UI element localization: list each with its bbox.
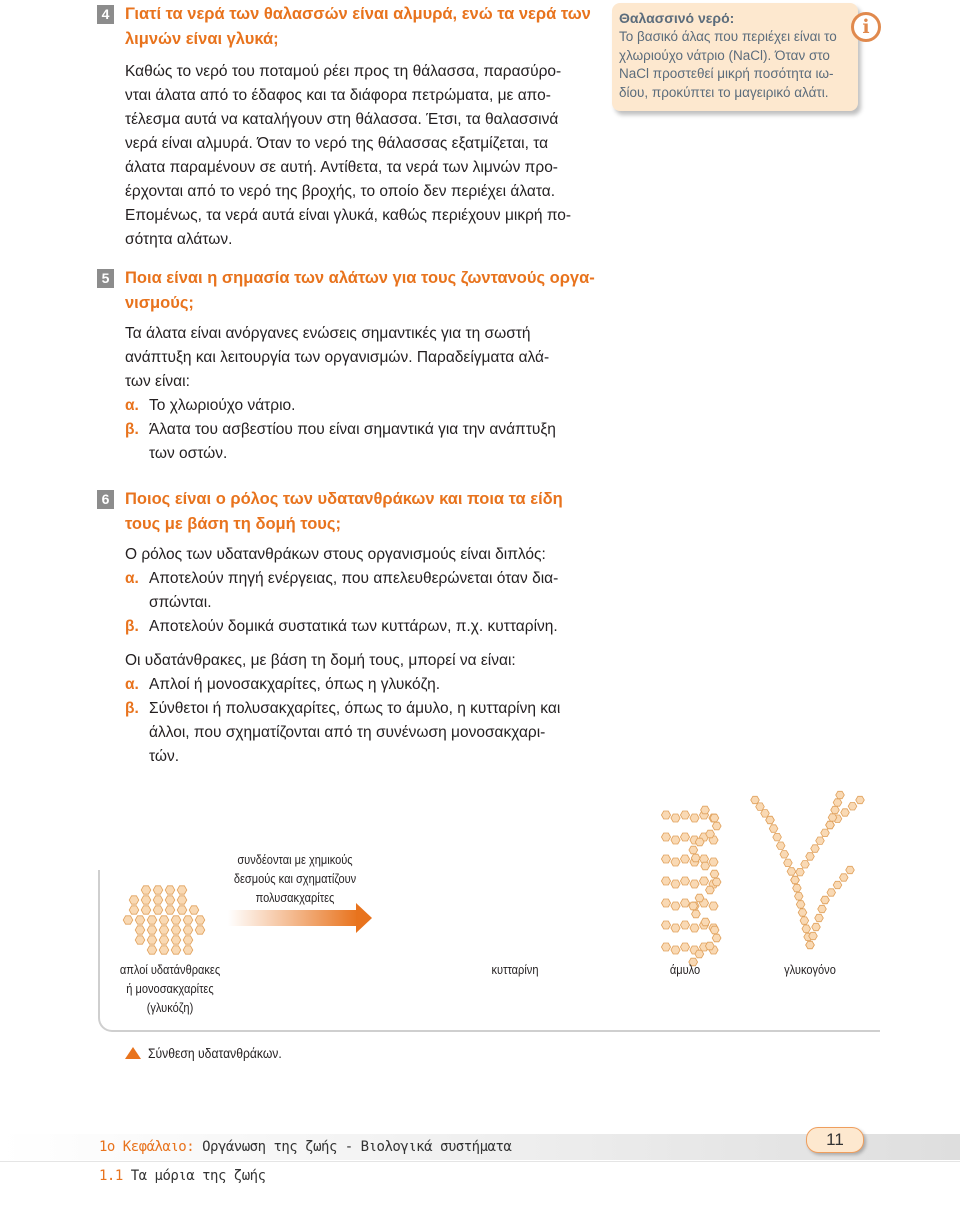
text-line: των είναι:: [125, 373, 190, 390]
text-line: Τα άλατα είναι ανόργανες ενώσεις σημαντικές για τη σωστή: [125, 325, 531, 342]
section-header: [99, 1168, 266, 1184]
hexagon-unit: [705, 942, 714, 950]
hexagon-unit: [689, 902, 698, 910]
text-line: τών.: [149, 748, 180, 765]
text-line: ανάπτυξη και λειτουργία των οργανισμών. Παραδείγματα αλά-: [125, 349, 550, 366]
text-line: Απλοί ή μονοσακχαρίτες, όπως η γλυκόζη.: [149, 676, 441, 693]
hexagon-unit: [833, 799, 842, 806]
chapter-header: [99, 1139, 511, 1155]
hexagon-unit: [821, 896, 830, 903]
hexagon-unit: [695, 838, 704, 846]
hexagon-unit: [812, 923, 821, 930]
hexagon-unit: [153, 896, 163, 904]
hexagon-unit: [165, 896, 175, 904]
hexagon-unit: [661, 877, 670, 885]
caption-triangle-icon: [125, 1047, 141, 1059]
question-number: 4: [97, 5, 114, 24]
monomer-label: [111, 960, 230, 1017]
hexagon-unit: [141, 896, 151, 904]
hexagon-unit: [177, 896, 187, 904]
text-line: Αποτελούν πηγή ενέργειας, που απελευθερώνεται όταν δια-: [149, 570, 559, 587]
list-marker: β.: [125, 618, 139, 635]
page-number: 11: [806, 1127, 864, 1153]
glycogen-structure: [751, 791, 865, 948]
footer-divider: [0, 1161, 960, 1162]
monomer-hexagons: [123, 886, 205, 954]
hexagon-unit: [701, 918, 710, 926]
text-line: έρχονται από το νερό της βροχής, το οποίο δεν περιέχει άλατα.: [125, 183, 556, 200]
hexagon-unit: [690, 814, 699, 822]
hexagon-unit: [690, 880, 699, 888]
hexagon-unit: [769, 825, 778, 833]
text-line: τέλεσμα αυτά να καταλήγουν στη θάλασσα. Έτσι, τα θαλασσινά: [125, 111, 559, 128]
hexagon-unit: [171, 926, 181, 934]
text-line: Επομένως, τα νερά αυτά είναι γλυκά, καθώς περιέχουν μικρή πο-: [125, 207, 572, 224]
hexagon-unit: [159, 916, 169, 924]
hexagon-unit: [836, 791, 845, 798]
hexagon-unit: [710, 926, 719, 934]
hexagon-unit: [661, 833, 670, 841]
hexagon-unit: [695, 950, 704, 958]
hexagon-unit: [841, 809, 850, 816]
text-line: των οστών.: [149, 445, 228, 462]
hexagon-unit: [153, 886, 163, 894]
hexagon-unit: [177, 886, 187, 894]
hexagon-unit: [796, 901, 805, 908]
question-number: 5: [97, 269, 114, 288]
hexagon-unit: [680, 811, 689, 819]
title-line: Ποιος είναι ο ρόλος των υδατανθράκων και ποια τα είδη: [125, 490, 563, 508]
title-line: Ποια είναι η σημασία των αλάτων για τους ζωντανούς οργα-: [125, 269, 595, 287]
hexagon-unit: [828, 814, 837, 821]
hexagon-unit: [701, 862, 710, 870]
hexagon-unit: [821, 829, 830, 837]
hexagon-unit: [816, 837, 825, 844]
hexagon-unit: [811, 845, 820, 853]
section-number: 1.1: [99, 1168, 123, 1184]
hexagon-unit: [795, 893, 804, 901]
label-line: συνδέονται με χημικούς: [237, 852, 353, 867]
cellulose-label: κυτταρίνη: [491, 962, 539, 977]
hexagon-unit: [183, 916, 193, 924]
hexagon-unit: [773, 833, 782, 841]
info-line: NaCl προστεθεί μικρή ποσότητα ιω-: [619, 66, 834, 81]
label-line: δεσμούς και σχηματίζουν: [233, 871, 357, 886]
hexagon-unit: [831, 806, 840, 813]
hexagon-unit: [690, 924, 699, 932]
starch-label: άμυλο: [669, 962, 701, 977]
text-line: σότητα αλάτων.: [125, 231, 233, 248]
text-line: Σύνθετοι ή πολυσακχαρίτες, όπως το άμυλο, η κυτταρίνη και: [149, 700, 561, 717]
text-line: Το χλωριούχο νάτριο.: [149, 397, 296, 414]
hexagon-unit: [671, 858, 680, 866]
hexagon-unit: [159, 926, 169, 934]
title-line: λιμνών είναι γλυκά;: [125, 30, 279, 48]
hexagon-unit: [141, 906, 151, 914]
hexagon-unit: [177, 906, 187, 914]
hexagon-unit: [691, 854, 700, 862]
hexagon-unit: [141, 886, 151, 894]
hexagon-unit: [809, 932, 818, 939]
text-line: νερά είναι αλμυρά. Όταν το νερό της θάλασσας εξατμίζεται, τα: [125, 135, 549, 152]
hexagon-unit: [712, 934, 721, 942]
hexagon-unit: [147, 946, 157, 954]
hexagon-unit: [680, 833, 689, 841]
hexagon-unit: [680, 877, 689, 885]
hexagon-unit: [818, 905, 827, 912]
hexagon-unit: [776, 842, 785, 849]
hexagon-unit: [661, 921, 670, 929]
hexagon-unit: [802, 925, 811, 933]
hexagon-unit: [147, 916, 157, 924]
hexagon-unit: [692, 910, 701, 918]
hexagon-unit: [701, 806, 710, 814]
hexagon-unit: [147, 936, 157, 944]
hexagon-unit: [671, 836, 680, 844]
hexagon-unit: [123, 916, 133, 924]
hexagon-unit: [661, 855, 670, 863]
figure-caption: Σύνθεση υδατανθράκων.: [148, 1046, 282, 1061]
label-line: (γλυκόζη): [146, 1000, 194, 1015]
hexagon-unit: [129, 906, 139, 914]
list-marker: β.: [125, 421, 139, 438]
hexagon-unit: [699, 877, 708, 885]
text-line: Αποτελούν δομικά συστατικά των κυττάρων, π.χ. κυτταρίνη.: [149, 618, 558, 635]
hexagon-unit: [793, 884, 802, 891]
text-line: Καθώς το νερό του ποταμού ρέει προς τη θάλασσα, παρασύρο-: [125, 63, 562, 80]
title-line: νισμούς;: [125, 294, 194, 312]
hexagon-unit: [840, 874, 849, 881]
hexagon-unit: [661, 899, 670, 907]
hexagon-unit: [710, 870, 719, 878]
hexagon-unit: [826, 821, 835, 828]
hexagon-unit: [833, 881, 842, 888]
hexagon-unit: [680, 943, 689, 951]
text-line: νται άλατα από το έδαφος και τα διάφορα πετρώματα, με απο-: [125, 87, 551, 104]
hexagon-unit: [751, 796, 760, 803]
hexagon-unit: [689, 846, 698, 854]
hexagon-unit: [153, 906, 163, 914]
list-marker: α.: [125, 570, 139, 587]
section-title: Τα μόρια της ζωής: [122, 1168, 266, 1184]
list-marker: α.: [125, 676, 139, 693]
text-line: Οι υδατάνθρακες, με βάση τη δομή τους, μπορεί να είναι:: [125, 652, 516, 669]
label-line: απλοί υδατάνθρακες: [119, 962, 221, 977]
hexagon-unit: [135, 916, 145, 924]
hexagon-unit: [671, 902, 680, 910]
hexagon-unit: [784, 859, 793, 867]
chapter-label: 1ο Κεφάλαιο:: [99, 1139, 195, 1155]
hexagon-unit: [846, 866, 855, 873]
hexagon-unit: [135, 936, 145, 944]
hexagon-unit: [171, 936, 181, 944]
title-line: Γιατί τα νερά των θαλασσών είναι αλμυρά, ενώ τα νερά των: [125, 5, 591, 23]
hexagon-unit: [800, 917, 809, 924]
hexagon-unit: [195, 916, 205, 924]
text-line: σπώνται.: [149, 594, 212, 611]
hexagon-unit: [848, 803, 857, 811]
arrow-label: [219, 850, 372, 907]
hexagon-unit: [680, 921, 689, 929]
question-number: 6: [97, 490, 114, 509]
hexagon-unit: [195, 926, 205, 934]
hexagon-unit: [183, 936, 193, 944]
hexagon-unit: [159, 946, 169, 954]
list-marker: α.: [125, 397, 139, 414]
hexagon-unit: [806, 853, 815, 861]
hexagon-unit: [856, 796, 865, 803]
hexagon-unit: [827, 889, 836, 896]
hexagon-unit: [159, 936, 169, 944]
hexagon-unit: [801, 861, 810, 868]
hexagon-unit: [806, 941, 815, 948]
info-line: Το βασικό άλας που περιέχει είναι το: [619, 29, 837, 44]
label-line: ή μονοσακχαρίτες: [126, 981, 214, 996]
hexagon-unit: [695, 894, 704, 902]
hexagon-unit: [709, 858, 718, 866]
hexagon-unit: [183, 926, 193, 934]
hexagon-unit: [680, 855, 689, 863]
hexagon-unit: [165, 886, 175, 894]
hexagon-unit: [661, 811, 670, 819]
hexagon-unit: [189, 906, 199, 914]
hexagon-unit: [661, 943, 670, 951]
list-marker: β.: [125, 700, 139, 717]
hexagon-unit: [815, 914, 824, 921]
info-title: Θαλασσινό νερό:: [619, 10, 735, 26]
hexagon-unit: [165, 906, 175, 914]
hexagon-unit: [712, 822, 721, 830]
hexagon-unit: [147, 926, 157, 934]
text-line: άλλοι, που σχηματίζονται από τη συνένωση μονοσακχαρι-: [149, 724, 546, 741]
hexagon-unit: [671, 924, 680, 932]
hexagon-unit: [709, 902, 718, 910]
hexagon-unit: [680, 899, 689, 907]
hexagon-unit: [787, 868, 796, 876]
hexagon-unit: [796, 868, 805, 876]
hexagon-unit: [135, 926, 145, 934]
hexagon-unit: [712, 878, 721, 886]
info-line: δίου, προκύπτει το μαγειρικό αλάτι.: [619, 84, 829, 100]
hexagon-unit: [798, 909, 807, 916]
hexagon-unit: [171, 916, 181, 924]
hexagon-unit: [671, 880, 680, 888]
synthesis-arrow: [228, 903, 372, 933]
hexagon-unit: [791, 876, 800, 883]
hexagon-unit: [183, 946, 193, 954]
hexagon-unit: [710, 814, 719, 822]
title-line: τους με βάση τη δομή τους;: [125, 515, 341, 533]
hexagon-unit: [706, 830, 715, 838]
hexagon-unit: [780, 851, 789, 858]
hexagon-unit: [671, 814, 680, 822]
text-line: Ο ρόλος των υδατανθράκων στους οργανισμούς είναι διπλός:: [125, 546, 546, 563]
hexagon-unit: [671, 946, 680, 954]
hexagon-unit: [171, 946, 181, 954]
glycogen-label: γλυκογόνο: [784, 962, 836, 977]
text-line: Άλατα του ασβεστίου που είναι σημαντικά για την ανάπτυξη: [149, 421, 556, 438]
hexagon-unit: [129, 896, 139, 904]
chapter-title: Οργάνωση της ζωής - Βιολογικά συστήματα: [194, 1139, 512, 1155]
info-icon: i: [851, 12, 881, 42]
label-line: πολυσακχαρίτες: [255, 890, 335, 905]
text-line: άλατα παραμένουν σε αυτή. Αντίθετα, τα νερά των λιμνών προ-: [125, 159, 558, 176]
info-line: χλωριούχο νάτριο (NaCl). Όταν στο: [619, 47, 830, 63]
hexagon-unit: [706, 886, 715, 894]
